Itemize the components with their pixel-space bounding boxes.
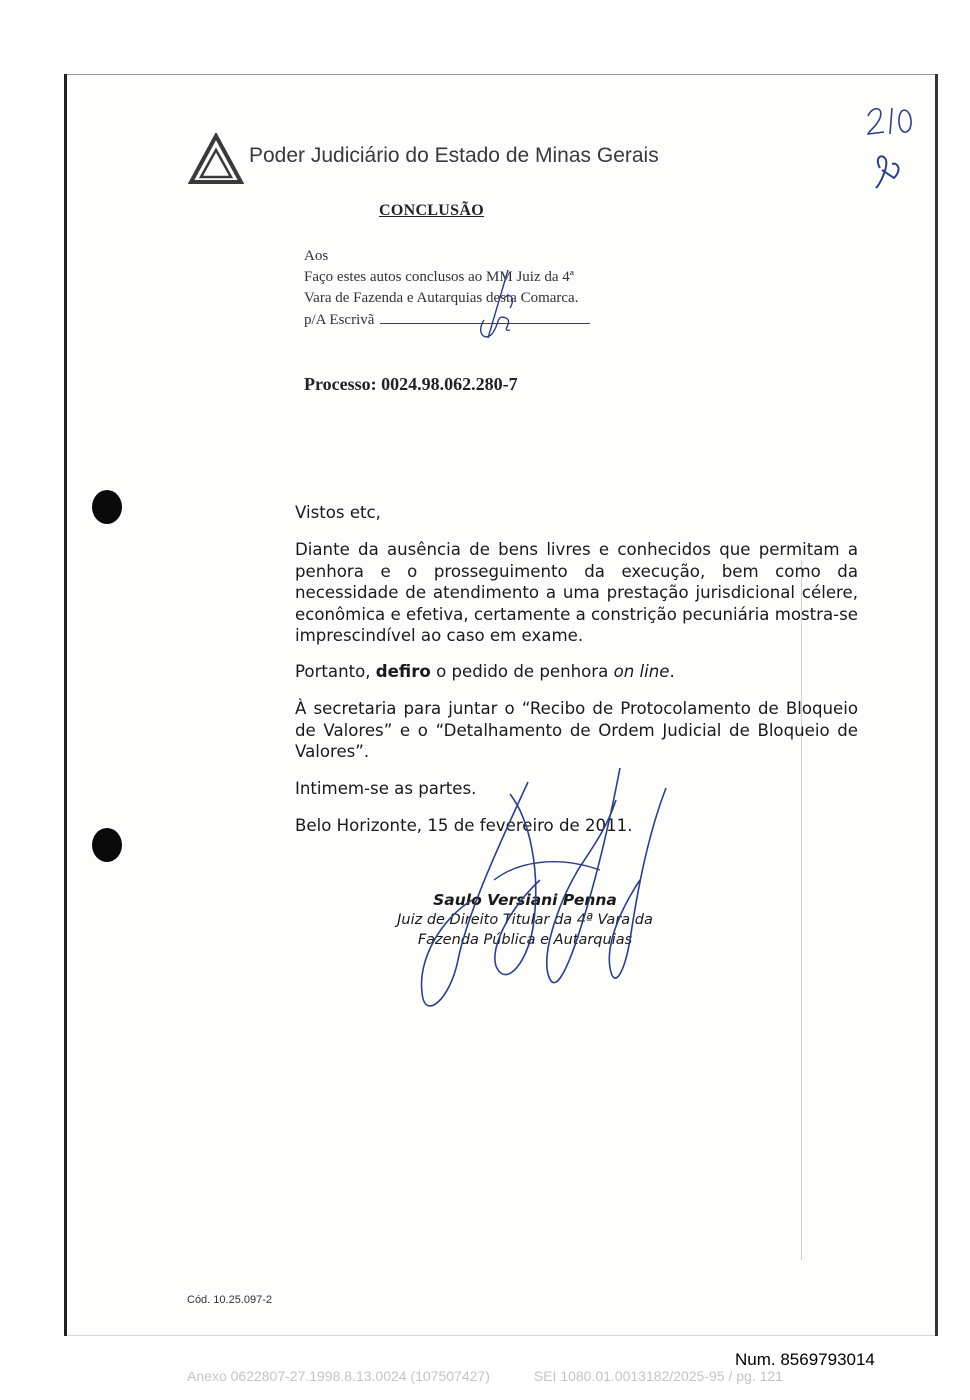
- clerk-initials-mark: [470, 268, 530, 348]
- signatory-title-1: Juiz de Direito Titular da 4ª Vara da: [397, 912, 653, 928]
- conclusao-line-3: Vara de Fazenda e Autarquias desta Comarca.: [304, 290, 579, 306]
- p2-before: Portanto,: [295, 662, 376, 681]
- paragraph-3: À secretaria para juntar o “Recibo de Protocolamento de Bloqueio de Valores” e o “Detalhamento de Ordem Judicial de Bloqueio de Valores”.: [295, 699, 858, 761]
- greeting: Vistos etc,: [295, 503, 381, 522]
- escriva-label: p/A Escrivã: [304, 312, 375, 328]
- conclusao-title: CONCLUSÃO: [379, 202, 484, 219]
- scan-edge-top: [64, 74, 938, 75]
- document-num: Num. 8569793014: [735, 1350, 875, 1369]
- conclusao-line-1: Aos: [304, 248, 329, 264]
- p2-italic: on line: [613, 662, 670, 681]
- document-code: Cód. 10.25.097-2: [187, 1294, 273, 1306]
- paragraph-4: Intimem-se as partes.: [295, 779, 477, 798]
- judge-signature: [410, 760, 680, 1020]
- p2-bold: defiro: [375, 662, 431, 681]
- scan-edge-right: [935, 74, 938, 1336]
- p2-middle: o pedido de penhora: [430, 662, 614, 681]
- paragraph-1: Diante da ausência de bens livres e conhecidos que permitam a penhora e o prosseguimento da execução, bem como da necessidade de atendimento a uma prestação jurisdicional célere, econômica e efetiva, certamente a constrição pecuniária mostra-se imprescindível ao caso em exame.: [295, 540, 858, 645]
- triangle-logo-icon: [188, 133, 244, 185]
- handwritten-page-number: [862, 98, 922, 198]
- annex-reference: Anexo 0622807-27.1998.8.13.0024 (107507427): [187, 1368, 490, 1384]
- organization-name: Poder Judiciário do Estado de Minas Gerais: [249, 144, 659, 167]
- process-number: Processo: 0024.98.062.280-7: [304, 374, 518, 394]
- paragraph-2: [295, 661, 858, 683]
- place-date: Belo Horizonte, 15 de fevereiro de 2011.: [295, 816, 633, 835]
- punch-hole-top: [92, 490, 122, 524]
- footer-watermark: [0, 1368, 970, 1384]
- conclusao-block: [304, 246, 634, 331]
- signatory-name: Saulo Versiani Penna: [433, 891, 617, 909]
- punch-hole-bottom: [92, 828, 122, 862]
- scan-edge-left: [64, 74, 67, 1336]
- signatory-title-2: Fazenda Pública e Autarquias: [417, 932, 633, 948]
- p2-end: .: [669, 662, 675, 681]
- conclusao-line-2: Faço estes autos conclusos ao MM Juiz da 4ª: [304, 269, 574, 285]
- sei-reference: SEI 1080.01.0013182/2025-95 / pg. 121: [533, 1368, 783, 1384]
- conclusao-line-4: [304, 309, 634, 331]
